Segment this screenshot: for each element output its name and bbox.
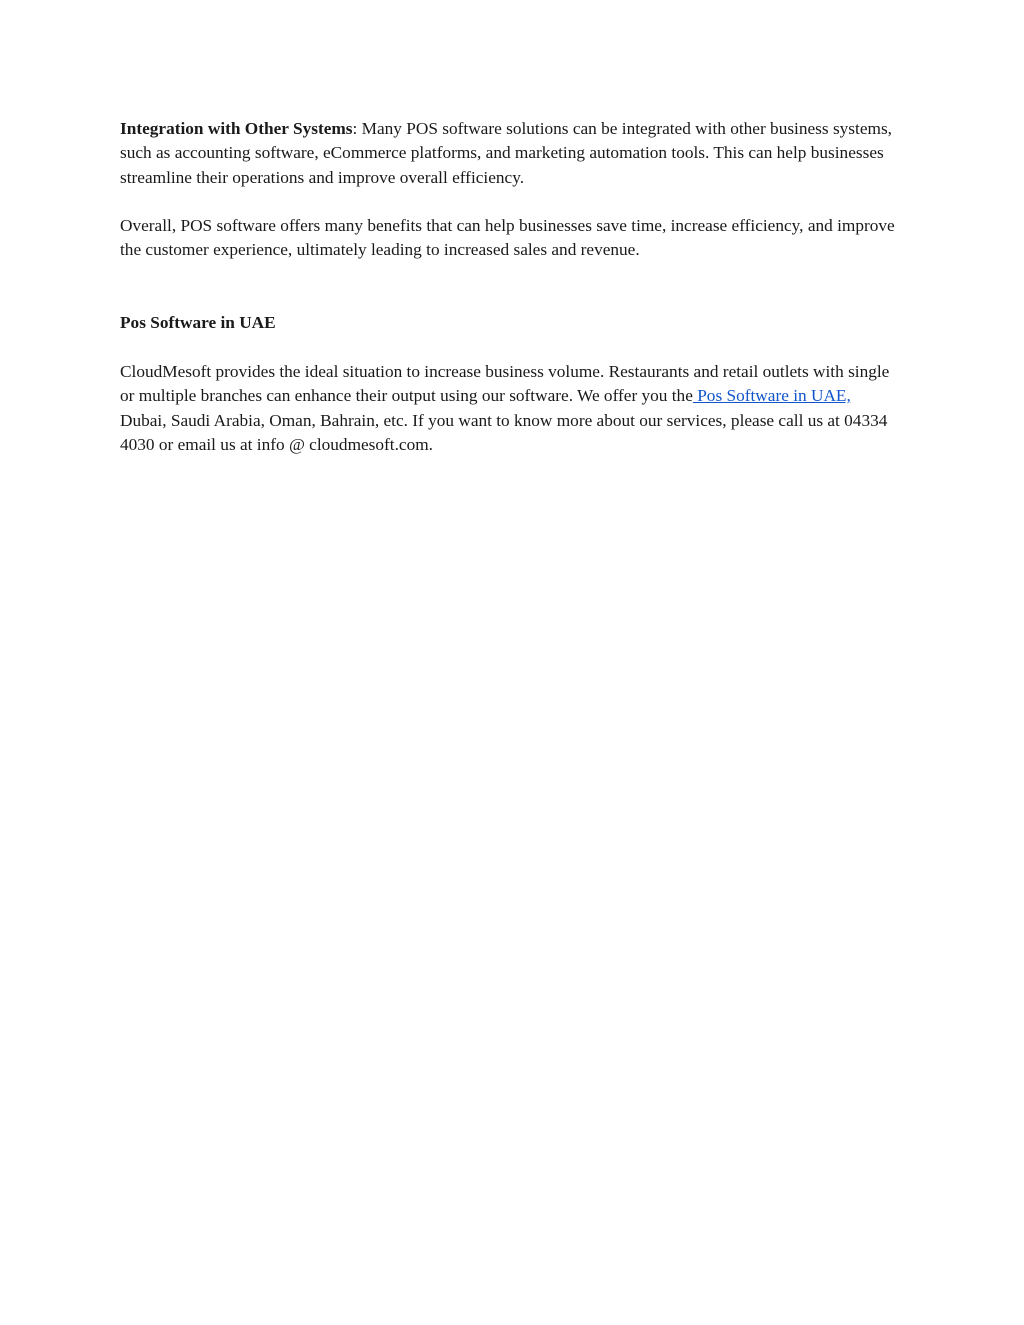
section-spacer	[120, 263, 900, 312]
integration-text: : Many POS software solutions can be integrated with other business systems, such as accounting software, eCommerce platforms, and marketing automation tools. This can help businesses streamline their operations and improve overall efficiency.	[120, 119, 892, 187]
paragraph-spacer	[120, 190, 900, 214]
paragraph-spacer	[120, 336, 900, 360]
cloudmesoft-text-after: Dubai, Saudi Arabia, Oman, Bahrain, etc. If you want to know more about our services, please call us at 04334 4030 or email us at info @ cloudmesoft.com.	[120, 410, 888, 454]
overall-paragraph: Overall, POS software offers many benefits that can help businesses save time, increase efficiency, and improve the customer experience, ultimately leading to increased sales and revenue.	[120, 216, 895, 260]
integration-paragraph	[120, 117, 900, 190]
cloudmesoft-text-before: CloudMesoft provides the ideal situation to increase business volume. Restaurants and retail outlets with single or multiple branches can enhance their output using our software. We offer you the	[120, 361, 890, 406]
section-heading: Pos Software in UAE	[120, 313, 276, 333]
integration-lead: Integration with Other Systems	[120, 119, 353, 138]
cloudmesoft-paragraph	[120, 360, 900, 457]
pos-software-link[interactable]: Pos Software in UAE,	[692, 386, 851, 406]
document-body	[120, 117, 900, 457]
